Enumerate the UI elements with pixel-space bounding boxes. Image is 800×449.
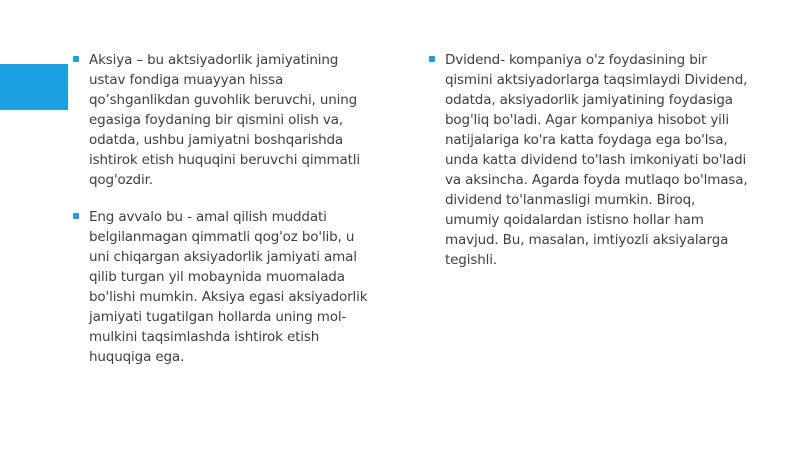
bullet-item: [72, 50, 378, 190]
square-bullet-icon: [72, 55, 79, 62]
bullet-text: Dvidend- kompaniya o'z foydasining bir qismini aktsiyadorlarga taqsimlaydi Dividend, odatda, aksiyadorlik jamiyatining foydasiga bog'liq bo'ladi. Agar kompaniya hisobot yili natijalariga ko'ra katta foydaga ega bo'lsa, unda katta dividend to'lash imkoniyati bo'ladi va aksincha. Agarda foyda mutlaqo bo'lmasa, dividend to'lanmasligi mumkin. Biroq, umumiy qoidalardan istisno hollar ham mavjud. Bu, masalan, imtiyozli aksiyalarga tegishli.: [445, 52, 748, 268]
square-bullet-icon: [428, 55, 435, 62]
bullet-item: [428, 50, 748, 270]
bullet-item: [72, 207, 378, 367]
bullet-text: Aksiya – bu aktsiyadorlik jamiyatining ustav fondiga muayyan hissa qo’shganlikdan guvohlik beruvchi, uning egasiga foydaning bir qismini olish va, odatda, ushbu jamiyatni boshqarishda ishtirok etish huquqini beruvchi qimmatli qog'ozdir.: [89, 52, 360, 188]
right-column: [428, 50, 748, 287]
square-bullet-icon: [72, 212, 79, 219]
left-column: [72, 50, 378, 384]
bullet-text: Eng avvalo bu - amal qilish muddati belgilanmagan qimmatli qog'oz bo'lib, u uni chiqargan aksiyadorlik jamiyati amal qilib turgan yil mobaynida muomalada bo'lishi mumkin. Aksiya egasi aksiyadorlik jamiyati tugatilgan hollarda uning mol-mulkini taqsimlashda ishtirok etish huquqiga ega.: [89, 209, 368, 365]
accent-bar: [0, 64, 68, 110]
